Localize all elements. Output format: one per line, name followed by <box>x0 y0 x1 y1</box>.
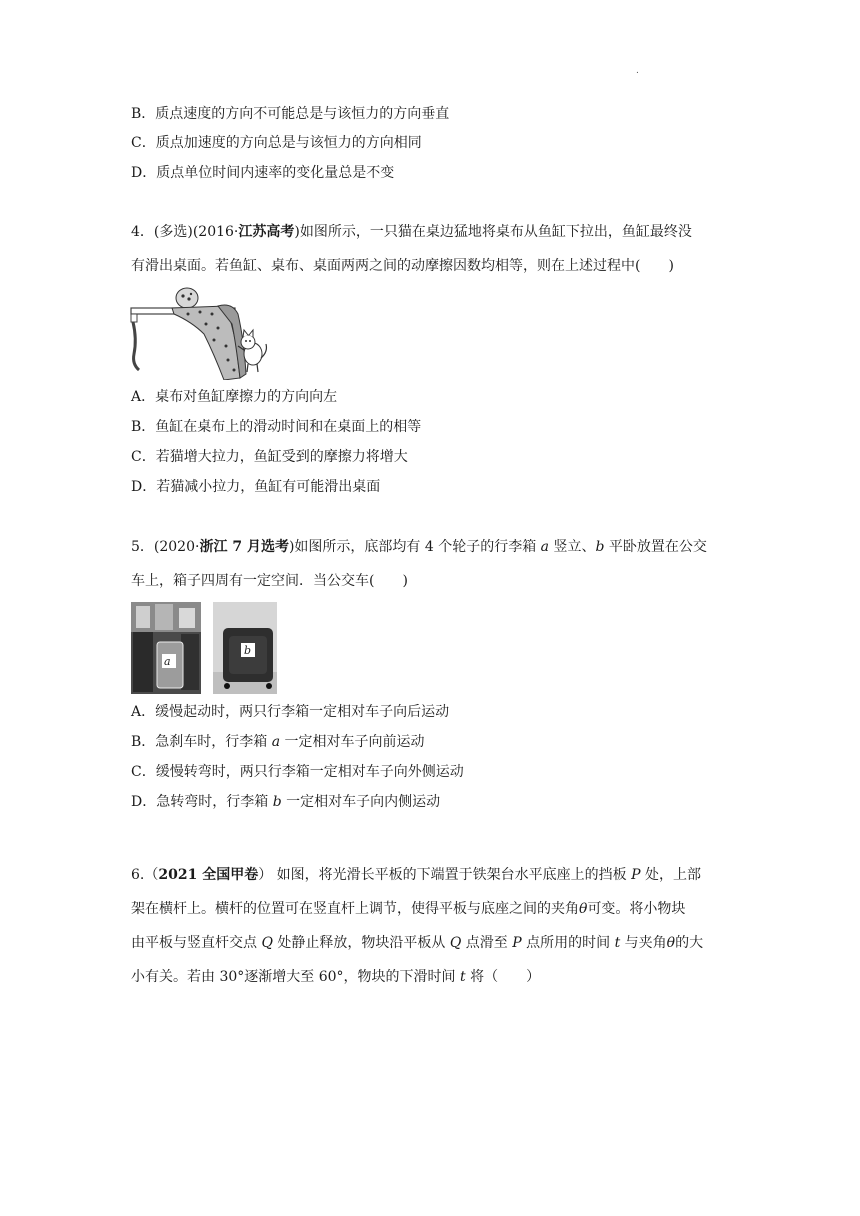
q5-stem-b: 竖立、 <box>549 539 596 555</box>
q4-option-b: B．鱼缸在桌布上的滑动时间和在桌面上的相等 <box>131 419 422 435</box>
q4-option-d: D．若猫减小拉力，鱼缸有可能滑出桌面 <box>131 479 381 495</box>
q3-option-d: D．质点单位时间内速率的变化量总是不变 <box>131 165 395 181</box>
q5-option-b <box>131 732 425 752</box>
q6-l1-rest: ） 如图，将光滑长平板的下端置于铁架台水平底座上的挡板 <box>258 867 632 883</box>
q6-var-q2: Q <box>449 935 462 951</box>
q6-line3 <box>131 933 703 953</box>
q4-option-c: C．若猫增大拉力，鱼缸受到的摩擦力将增大 <box>131 449 408 465</box>
q5-option-d <box>131 792 440 812</box>
q6-theta: θ <box>579 901 588 917</box>
q5-stem-a: )如图所示，底部均有 4 个轮子的行李箱 <box>288 539 541 555</box>
q6-l3-d: 点所用的时间 <box>521 935 615 951</box>
q5-stem-c: 平卧放置在公交 <box>604 539 707 555</box>
q6-var-t2: t <box>459 969 466 985</box>
q5-stem-line1 <box>131 537 707 557</box>
photo-label-b: b <box>244 644 252 657</box>
q5-option-d-pre: D．急转弯时，行李箱 <box>131 794 273 810</box>
q4-prefix: 4．(多选)(2016· <box>131 224 239 240</box>
q6-source: 2021 全国甲卷 <box>158 867 259 883</box>
q4-stem-line2: 有滑出桌面。若鱼缸、桌布、桌面两两之间的动摩擦因数均相等，则在上述过程中( ) <box>131 258 674 274</box>
q5-option-d-post: 一定相对车子向内侧运动 <box>281 794 441 810</box>
q6-var-t: t <box>614 935 621 951</box>
q5-var-a: a <box>540 539 550 555</box>
q6-l2-end: 可变。将小物块 <box>587 901 686 917</box>
q6-var-q: Q <box>261 935 273 951</box>
q5-option-b-var: a <box>271 734 281 750</box>
q5-option-b-pre: B．急刹车时，行李箱 <box>131 734 272 750</box>
q5-option-a: A．缓慢起动时，两只行李箱一定相对车子向后运动 <box>131 704 450 720</box>
q5-option-b-post: 一定相对车子向前运动 <box>280 734 425 750</box>
q6-l3-f: 的大 <box>675 935 704 951</box>
q6-var-p2: P <box>512 935 522 951</box>
cat-tablecloth-figure <box>128 284 270 380</box>
q6-l1-end: 处，上部 <box>640 867 701 883</box>
q6-line1 <box>131 865 701 885</box>
q6-l4-a: 小有关。若由 30°逐渐增大至 60°，物块的下滑时间 <box>131 969 460 985</box>
q5-prefix: 5．(2020· <box>131 539 200 555</box>
q3-option-c: C．质点加速度的方向总是与该恒力的方向相同 <box>131 135 422 151</box>
q6-var-p: P <box>631 867 641 883</box>
q6-num: 6.（ <box>131 867 159 883</box>
q6-line4 <box>131 967 540 987</box>
photo-suitcase-b <box>213 602 277 694</box>
q4-option-a: A．桌布对鱼缸摩擦力的方向向左 <box>131 389 338 405</box>
q3-option-b: B．质点速度的方向不可能总是与该恒力的方向垂直 <box>131 106 450 122</box>
q5-source: 浙江 7 月选考 <box>199 539 289 555</box>
q4-stem-rest: )如图所示，一只猫在桌边猛地将桌布从鱼缸下拉出，鱼缸最终没 <box>294 224 692 240</box>
q4-source: 江苏高考 <box>238 224 295 240</box>
header-dot: . <box>636 66 639 76</box>
q6-line2 <box>131 899 685 919</box>
q5-var-b: b <box>595 539 605 555</box>
q6-l4-b: 将（ ） <box>465 969 541 985</box>
q6-l2: 架在横杆上。横杆的位置可在竖直杆上调节，使得平板与底座之间的夹角 <box>131 901 579 917</box>
q6-l3-a: 由平板与竖直杆交点 <box>131 935 262 951</box>
photo-label-a: a <box>164 655 171 668</box>
q6-l3-c: 点滑至 <box>461 935 513 951</box>
photo-suitcase-a <box>131 602 201 694</box>
q5-option-c: C．缓慢转弯时，两只行李箱一定相对车子向外侧运动 <box>131 764 464 780</box>
q4-stem-line1 <box>131 222 692 242</box>
q6-l3-b: 处静止释放，物块沿平板从 <box>272 935 450 951</box>
q6-l3-e: 与夹角 <box>620 935 667 951</box>
q5-option-d-var: b <box>272 794 282 810</box>
q5-stem-line2: 车上，箱子四周有一定空间．当公交车( ) <box>131 573 408 589</box>
q6-theta2: θ <box>666 935 676 951</box>
